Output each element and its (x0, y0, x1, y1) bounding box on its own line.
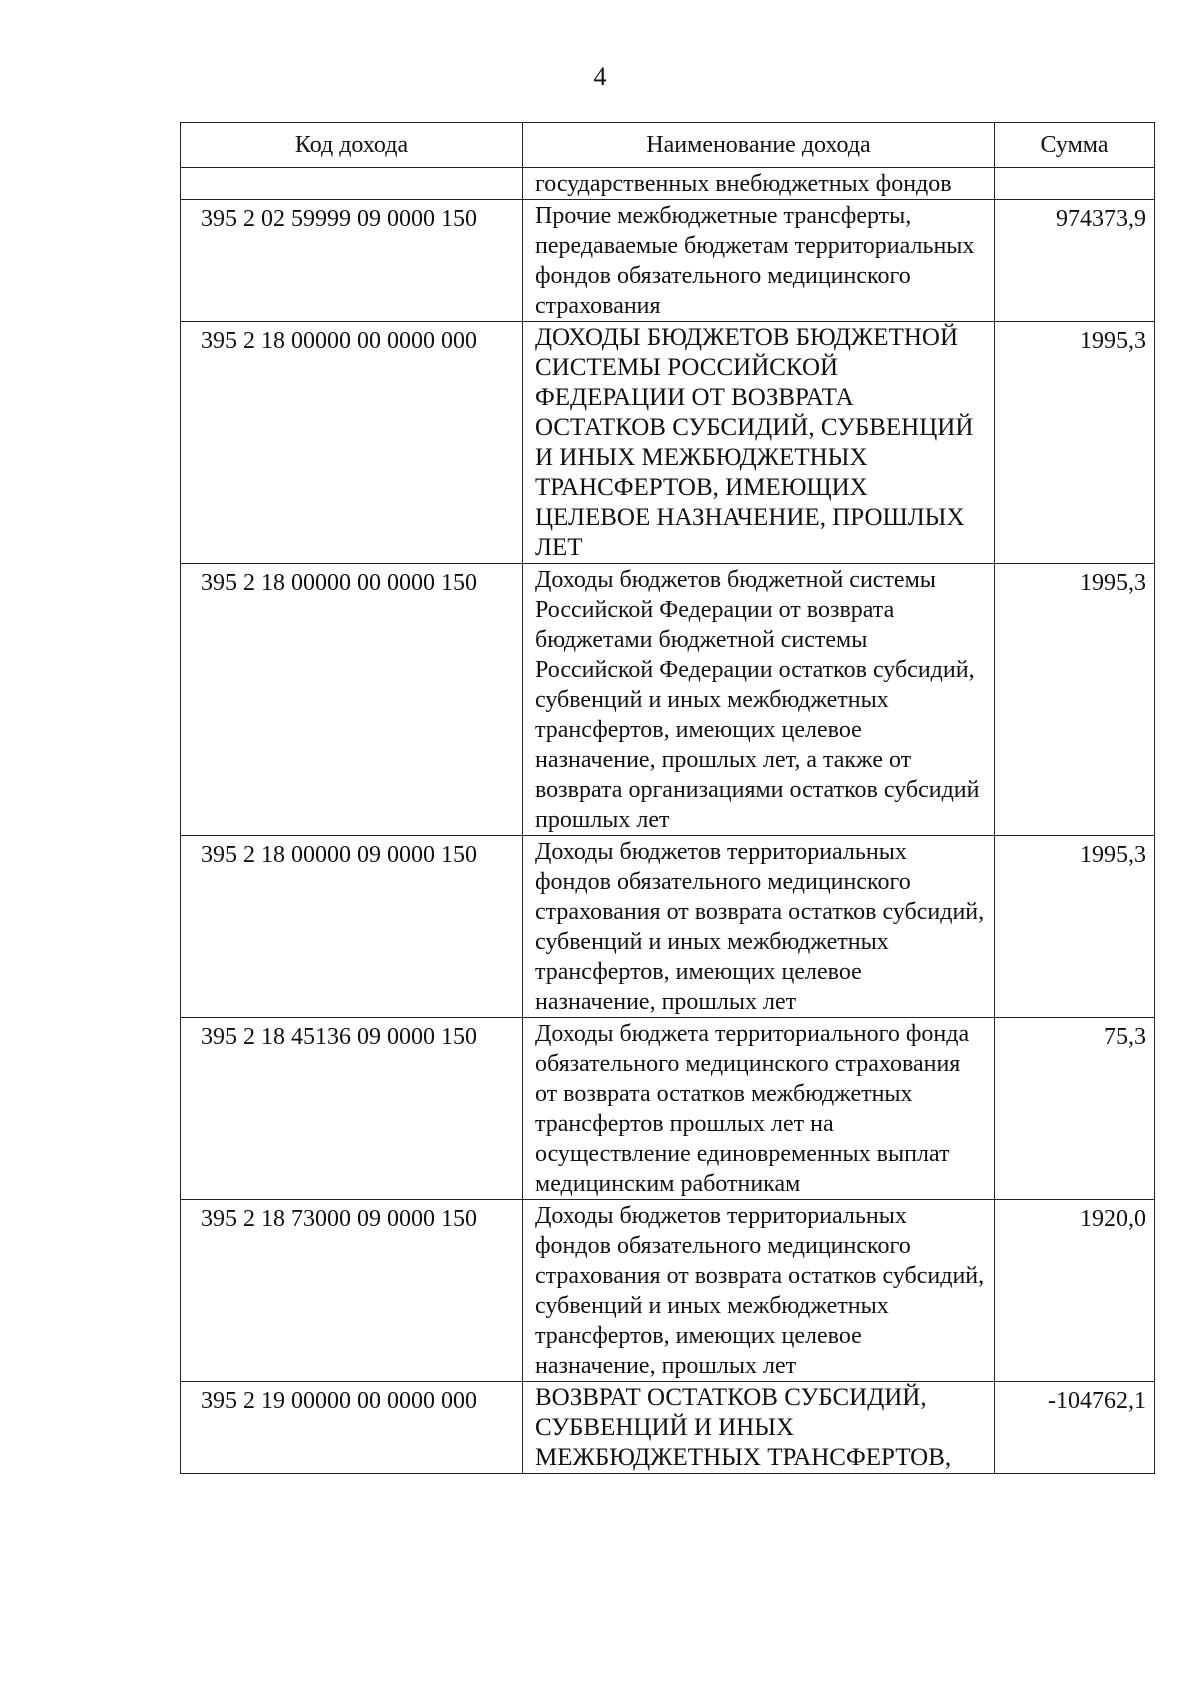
header-name: Наименование дохода (523, 123, 995, 168)
table-row (181, 322, 1155, 564)
income-code: 395 2 18 00000 09 0000 150 (181, 836, 523, 1018)
income-code: 395 2 18 00000 00 0000 150 (181, 564, 523, 836)
income-code: 395 2 18 45136 09 0000 150 (181, 1018, 523, 1200)
income-name: государственных внебюджетных фондов (523, 168, 995, 200)
income-sum: 1995,3 (995, 322, 1155, 564)
table-row (181, 168, 1155, 200)
income-table (180, 122, 1155, 1474)
table-row (181, 564, 1155, 836)
income-code: 395 2 02 59999 09 0000 150 (181, 200, 523, 322)
table-header-row (181, 123, 1155, 168)
table-row (181, 1200, 1155, 1382)
table-row (181, 836, 1155, 1018)
header-code: Код дохода (181, 123, 523, 168)
income-code: 395 2 19 00000 00 0000 000 (181, 1382, 523, 1474)
income-name: Доходы бюджетов территориальных фондов обязательного медицинского страхования от возврата остатков субсидий, субвенций и иных межбюджетных трансфертов, имеющих целевое назначение, прошлых лет (523, 836, 995, 1018)
income-name: Доходы бюджетов бюджетной системы Российской Федерации от возврата бюджетами бюджетной системы Российской Федерации остатков субсидий, субвенций и иных межбюджетных трансфертов, имеющих целевое назначение, прошлых лет, а также от возврата организациями остатков субсидий прошлых лет (523, 564, 995, 836)
table-row (181, 1018, 1155, 1200)
income-name: ВОЗВРАТ ОСТАТКОВ СУБСИДИЙ, СУБВЕНЦИЙ И ИНЫХ МЕЖБЮДЖЕТНЫХ ТРАНСФЕРТОВ, (523, 1382, 995, 1474)
table-row (181, 200, 1155, 322)
income-sum: 974373,9 (995, 200, 1155, 322)
page-number: 4 (593, 62, 607, 91)
income-sum (995, 168, 1155, 200)
income-name: Доходы бюджета территориального фонда обязательного медицинского страхования от возврата остатков межбюджетных трансфертов прошлых лет на осуществление единовременных выплат медицинским работникам (523, 1018, 995, 1200)
header-sum: Сумма (995, 123, 1155, 168)
income-name: Прочие межбюджетные трансферты, передаваемые бюджетам территориальных фондов обязательного медицинского страхования (523, 200, 995, 322)
income-code: 395 2 18 73000 09 0000 150 (181, 1200, 523, 1382)
income-code (181, 168, 523, 200)
income-sum: 75,3 (995, 1018, 1155, 1200)
income-sum: 1920,0 (995, 1200, 1155, 1382)
income-name: Доходы бюджетов территориальных фондов обязательного медицинского страхования от возврата остатков субсидий, субвенций и иных межбюджетных трансфертов, имеющих целевое назначение, прошлых лет (523, 1200, 995, 1382)
income-sum: -104762,1 (995, 1382, 1155, 1474)
income-name: ДОХОДЫ БЮДЖЕТОВ БЮДЖЕТНОЙ СИСТЕМЫ РОССИЙСКОЙ ФЕДЕРАЦИИ ОТ ВОЗВРАТА ОСТАТКОВ СУБСИДИЙ, СУБВЕНЦИЙ И ИНЫХ МЕЖБЮДЖЕТНЫХ ТРАНСФЕРТОВ, ИМЕЮЩИХ ЦЕЛЕВОЕ НАЗНАЧЕНИЕ, ПРОШЛЫХ ЛЕТ (523, 322, 995, 564)
income-sum: 1995,3 (995, 836, 1155, 1018)
table-row (181, 1382, 1155, 1474)
income-sum: 1995,3 (995, 564, 1155, 836)
income-code: 395 2 18 00000 00 0000 000 (181, 322, 523, 564)
table-body (181, 168, 1155, 1474)
